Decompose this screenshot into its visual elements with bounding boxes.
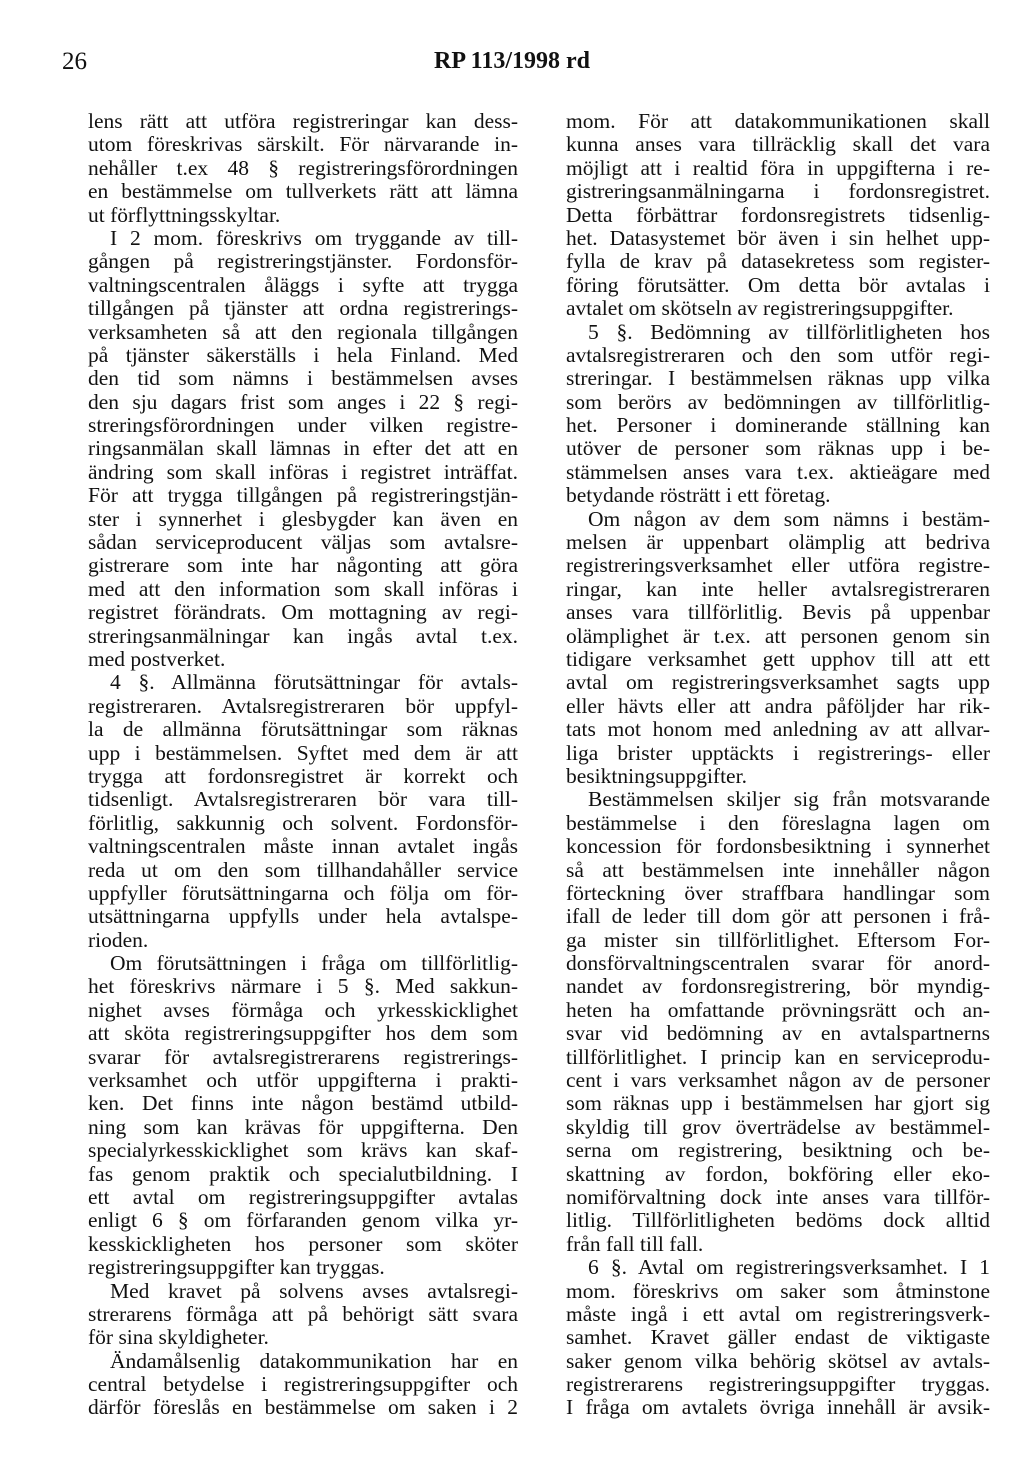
text-line: stämmelsen anses vara t.ex. aktieägare med (566, 459, 990, 484)
text-line: därför föreslås en bestämmelse om saken i 2 (88, 1395, 518, 1420)
text-line: heten ha omfattande prövningsrätt och an- (566, 997, 990, 1022)
text-line: Bestämmelsen skiljer sig från motsvarande (588, 787, 990, 812)
text-line: liga brister upptäckts i registrerings- eller (566, 740, 990, 765)
text-line: lens rätt att utföra registreringar kan dess- (88, 109, 518, 133)
text-line: tillgången på tjänster att ordna registrerings- (88, 296, 518, 321)
text-line: rioden. (88, 927, 149, 952)
text-line: ringar, kan inte heller avtalsregistreraren (566, 576, 990, 601)
text-line: bestämmelse i den föreslagna lagen om (566, 810, 990, 835)
text-line: gistreringsanmälningarna i fordonsregistret. (566, 179, 990, 204)
text-line: olämplighet är t.ex. att personen genom sin (566, 623, 990, 648)
text-line: så att bestämmelsen inte innehåller någon (566, 857, 990, 882)
text-line: samhet. Kravet gäller endast de viktigaste (566, 1325, 990, 1350)
text-line: melsen är uppenbart olämplig att bedriva (566, 530, 990, 555)
text-line: Om någon av dem som nämns i bestäm- (588, 506, 990, 531)
page-number: 26 (62, 48, 87, 75)
text-line: För att trygga tillgången på registreringstjän- (88, 483, 518, 508)
text-line: svar vid bedömning av en avtalspartnerns (566, 1021, 990, 1046)
text-line: tats mot honom med anledning av att allvar- (566, 717, 990, 742)
text-line: ning som kan krävas för uppgifterna. Den (88, 1114, 518, 1139)
text-line: nehåller t.ex 48 § registreringsförordningen (88, 155, 518, 180)
text-line: fas genom praktik och specialutbildning. I (88, 1161, 518, 1186)
text-line: Om förutsättningen i fråga om tillförlitlig- (110, 951, 518, 976)
text-line: I fråga om avtalets övriga innehåll är avsik- (566, 1395, 990, 1420)
text-line: registrerarens registreringsuppgifter tryggas. (566, 1372, 990, 1397)
text-line: föring förutsätter. Om detta bör avtalas i (566, 272, 990, 297)
text-line: ett avtal om registreringsuppgifter avtalas (88, 1184, 518, 1209)
text-line: ster i synnerhet i glesbygder kan även en (88, 506, 518, 531)
text-line: nandet av fordonsregistrering, bör myndig- (566, 974, 990, 999)
text-line: verksamheten så att den regionala tillgången (88, 319, 518, 344)
text-line: ifall de leder till dom gör att personen i frå- (566, 904, 990, 929)
text-line: valtningscentralen åläggs i syfte att trygga (88, 272, 518, 297)
text-line: kunna anses vara tillräcklig skall det vara (566, 132, 990, 157)
text-line: skyldig till grov överträdelse av bestämmel- (566, 1114, 990, 1139)
text-line: registret förändrats. Om mottagning av regi- (88, 600, 518, 625)
text-line: tidsenligt. Avtalsregistreraren bör vara till- (88, 787, 518, 812)
text-line: la de allmänna förutsättningar som räknas (88, 717, 518, 742)
text-line: nighet avses förmåga och yrkesskicklighet (88, 997, 518, 1022)
text-line: möjligt att i realtid föra in uppgifterna i re- (566, 155, 990, 180)
text-line: för sina skyldigheter. (88, 1325, 269, 1350)
text-line: mom. föreskrivs om saker som åtminstone (566, 1278, 990, 1303)
text-line: litlig. Tillförlitligheten bedöms dock alltid (566, 1208, 990, 1233)
text-line: som berörs av bedömningen av tillförlitlig- (566, 389, 990, 414)
text-line: Ändamålsenlig datakommunikation har en (110, 1348, 518, 1373)
text-line: eller hävts eller att andra påföljder har rik- (566, 693, 990, 718)
text-line: kesskickligheten hos personer som sköter (88, 1231, 518, 1256)
text-line: uppfyller förutsättningarna och följa om för- (88, 880, 518, 905)
text-line: tillförlitlighet. I princip kan en serviceprodu- (566, 1044, 990, 1069)
text-line: registreraren. Avtalsregistreraren bör uppfyl- (88, 693, 518, 718)
text-line: 5 §. Bedömning av tillförlitligheten hos (588, 319, 990, 344)
text-line: med att den information som skall införas i (88, 576, 518, 601)
document-title: RP 113/1998 rd (433, 48, 590, 74)
text-line: som räknas upp i bestämmelsen har gjort sig (566, 1091, 990, 1116)
text-line: streringsförordningen under vilken registre- (88, 413, 518, 438)
text-line: Detta förbättrar fordonsregistrets tidsenlig- (566, 202, 990, 227)
text-line: het. Personer i dominerande ställning kan (566, 413, 990, 438)
text-line: verksamhet och utför uppgifterna i prakti- (88, 1068, 518, 1093)
text-line: upp i bestämmelsen. Syftet med dem är att (88, 740, 518, 765)
page-header (0, 48, 1024, 88)
text-line: gången på registreringstjänster. Fordonsför- (88, 249, 518, 274)
text-line: streringsanmälningar kan ingås avtal t.ex. (88, 623, 518, 648)
text-line: saker genom vilka behörig skötsel av avtals- (566, 1348, 990, 1373)
text-line: mom. För att datakommunikationen skall (566, 109, 990, 133)
left-text-column (88, 110, 518, 1420)
text-line: betydande rösträtt i ett företag. (566, 483, 831, 508)
text-line: reda ut om den som tillhandahåller service (88, 857, 518, 882)
text-line: valtningscentralen måste innan avtalet ingås (88, 834, 518, 859)
text-line: utsättningarna uppfylls under hela avtalspe- (88, 904, 518, 929)
text-line: 4 §. Allmänna förutsättningar för avtals- (110, 670, 518, 695)
text-line: att sköta registreringsuppgifter hos dem som (88, 1021, 518, 1046)
text-line: registreringsuppgifter kan tryggas. (88, 1255, 385, 1280)
text-line: I 2 mom. föreskrivs om tryggande av till- (110, 225, 518, 250)
text-line: cent i vars verksamhet någon av de personer (566, 1068, 990, 1093)
text-line: fylla de krav på datasekretess som register- (566, 249, 990, 274)
text-line: het. Datasystemet bör även i sin helhet upp- (566, 225, 990, 250)
text-line: enligt 6 § om förfaranden genom vilka yr- (88, 1208, 518, 1233)
text-line: ringsanmälan skall lämnas in efter det att en (88, 436, 518, 461)
text-line: utöver de personer som räknas upp i be- (566, 436, 990, 461)
text-line: avtalsregistreraren och den som utför regi- (566, 342, 990, 367)
text-line: streringar. I bestämmelsen räknas upp vilka (566, 366, 990, 391)
text-line: en bestämmelse om tullverkets rätt att lämna (88, 179, 518, 204)
text-line: svarar för avtalsregistrerarens registrerings- (88, 1044, 518, 1069)
right-text-column (566, 110, 990, 1420)
text-line: den tid som nämns i bestämmelsen avses (88, 366, 518, 391)
text-line: besiktningsuppgifter. (566, 763, 747, 788)
text-line: anses vara tillförlitlig. Bevis på uppenbar (566, 600, 990, 625)
text-line: nomiförvaltning dock inte anses vara tillför- (566, 1184, 990, 1209)
text-line: skattning av fordon, bokföring eller eko- (566, 1161, 990, 1186)
text-line: 6 §. Avtal om registreringsverksamhet. I 1 (588, 1255, 990, 1280)
text-line: på tjänster säkerställs i hela Finland. Med (88, 342, 518, 367)
text-line: specialyrkesskicklighet som krävs kan skaf- (88, 1138, 518, 1163)
text-line: måste ingå i ett avtal om registreringsverk- (566, 1301, 990, 1326)
text-line: den sju dagars frist som anges i 22 § regi- (88, 389, 518, 414)
text-line: trygga att fordonsregistret är korrekt och (88, 763, 518, 788)
text-line: ändring som skall införas i registret inträffat. (88, 459, 518, 484)
text-line: Med kravet på solvens avses avtalsregi- (110, 1278, 518, 1303)
text-line: ken. Det finns inte någon bestämd utbild- (88, 1091, 518, 1116)
text-line: förteckning över straffbara handlingar som (566, 880, 990, 905)
text-line: med postverket. (88, 646, 226, 671)
text-line: strerarens förmåga att på behörigt sätt svara (88, 1301, 518, 1326)
text-line: gistrerare som inte har någonting att göra (88, 553, 518, 578)
text-line: från fall till fall. (566, 1231, 704, 1256)
text-line: ga mister sin tillförlitlighet. Eftersom For- (566, 927, 990, 952)
text-line: sådan serviceproducent väljas som avtalsre- (88, 530, 518, 555)
text-line: ut förflyttningsskyltar. (88, 202, 281, 227)
text-line: het föreskrivs närmare i 5 §. Med sakkun- (88, 974, 518, 999)
text-line: central betydelse i registreringsuppgifter och (88, 1372, 518, 1397)
text-line: registreringsverksamhet eller utföra registre- (566, 553, 990, 578)
text-line: koncession för fordonsbesiktning i synnerhet (566, 834, 990, 859)
text-line: tidigare verksamhet gett upphov till att ett (566, 646, 990, 671)
text-line: utom föreskrivas särskilt. För närvarande in- (88, 132, 518, 157)
text-line: avtalet om skötseln av registreringsuppgifter. (566, 296, 954, 321)
text-line: förlitlig, sakkunnig och solvent. Fordonsför- (88, 810, 518, 835)
text-line: serna om registrering, besiktning och be- (566, 1138, 990, 1163)
text-line: donsförvaltningscentralen svarar för anord- (566, 951, 990, 976)
text-line: avtal om registreringsverksamhet sagts upp (566, 670, 990, 695)
